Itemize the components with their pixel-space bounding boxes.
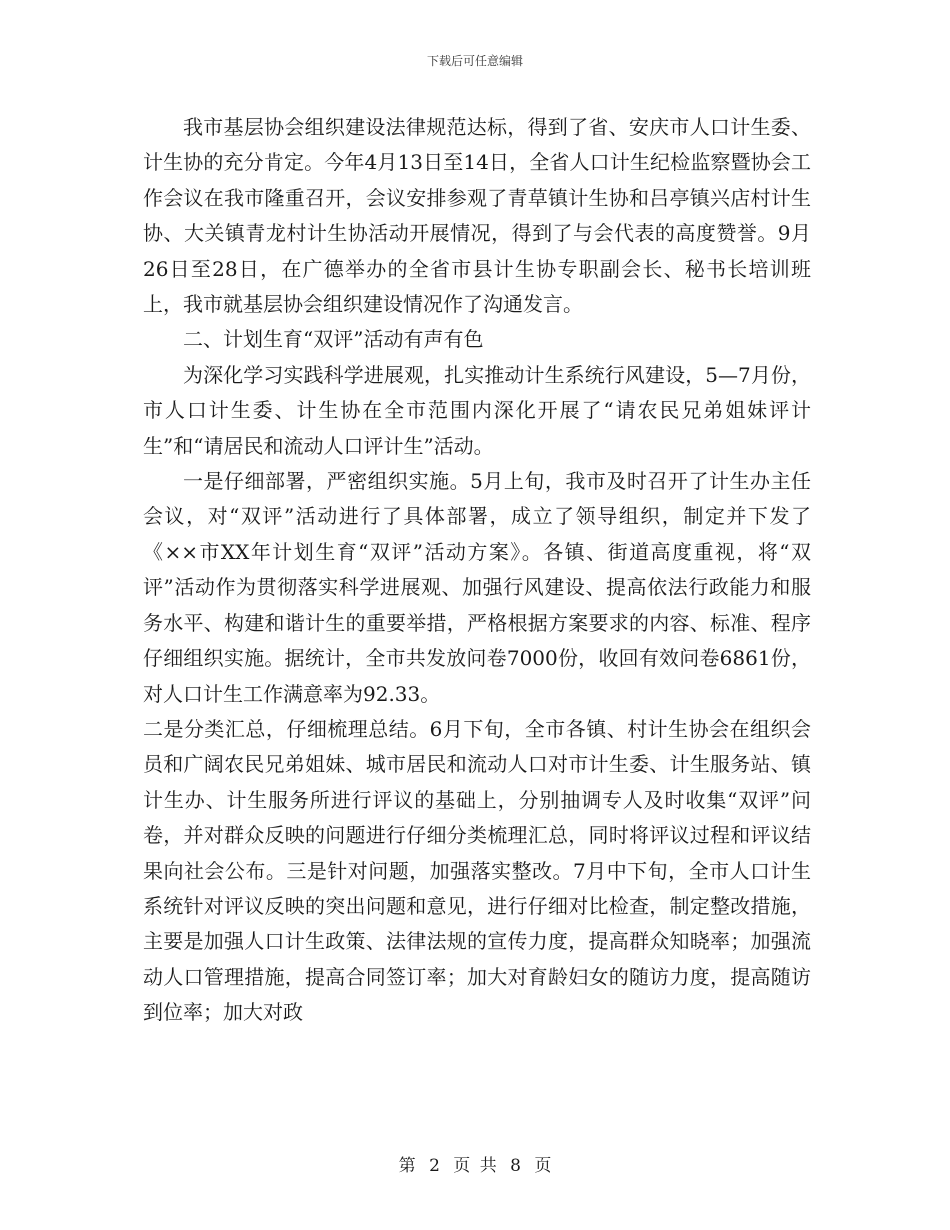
page-total: 8 [510,1156,521,1176]
page-middle: 页 共 [453,1156,497,1176]
document-body [143,110,811,1031]
paragraph-summary-rectification: 二是分类汇总，仔细梳理总结。6月下旬，全市各镇、村计生协会在组织会员和广阔农民兄弟姐妹、城市居民和流动人口对市计生委、计生服务站、镇计生办、计生服务所进行评议的基础上，分别抽调专人及时收集“双评”问卷，并对群众反映的问题进行仔细分类梳理汇总，同时将评议过程和评议结果向社会公布。三是针对问题，加强落实整改。7月中下旬，全市人口计生系统针对评议反映的突出问题和意见，进行仔细对比检查，制定整改措施，主要是加强人口计生政策、法律法规的宣传力度，提高群众知晓率；加强流动人口管理措施，提高合同签订率；加大对育龄妇女的随访力度，提高随访到位率；加大对政 [143,716,811,1025]
page-current: 2 [429,1156,440,1176]
section-heading-dual-evaluation: 二、计划生育“双评”活动有声有色 [183,327,484,352]
page-header-note: 下载后可任意编辑 [426,54,523,68]
paragraph-association-building: 我市基层协会组织建设法律规范达标，得到了省、安庆市人口计生委、计生协的充分肯定。今年4月13日至14日，全省人口计生纪检监察暨协会工作会议在我市隆重召开，会议安排参观了青草镇计生协和吕亭镇兴店村计生协、大关镇青龙村计生协活动开展情况，得到了与会代表的高度赞誉。9月26日至28日，在广德举办的全省市县计生协专职副会长、秘书长培训班上，我市就基层协会组织建设情况作了沟通发言。 [143,115,811,317]
page-prefix: 第 [398,1156,416,1176]
paragraph-activity-intro: 为深化学习实践科学进展观，扎实推动计生系统行风建设，5—7月份，市人口计生委、计生协在全市范围内深化开展了“请农民兄弟姐妹评计生”和“请居民和流动人口评计生”活动。 [143,362,811,458]
page-suffix: 页 [534,1156,552,1176]
paragraph-deployment: 一是仔细部署，严密组织实施。5月上旬，我市及时召开了计生办主任会议，对“双评”活动进行了具体部署，成立了领导组织，制定并下发了《××市XX年计划生育“双评”活动方案》。各镇、街道高度重视，将“双评”活动作为贯彻落实科学进展观、加强行风建设、提高依法行政能力和服务水平、构建和谐计生的重要举措，严格根据方案要求的内容、标准、程序仔细组织实施。据统计，全市共发放问卷7000份，收回有效问卷6861份，对人口计生工作满意率为92.33。 [143,469,811,706]
page-number [0,1151,950,1176]
